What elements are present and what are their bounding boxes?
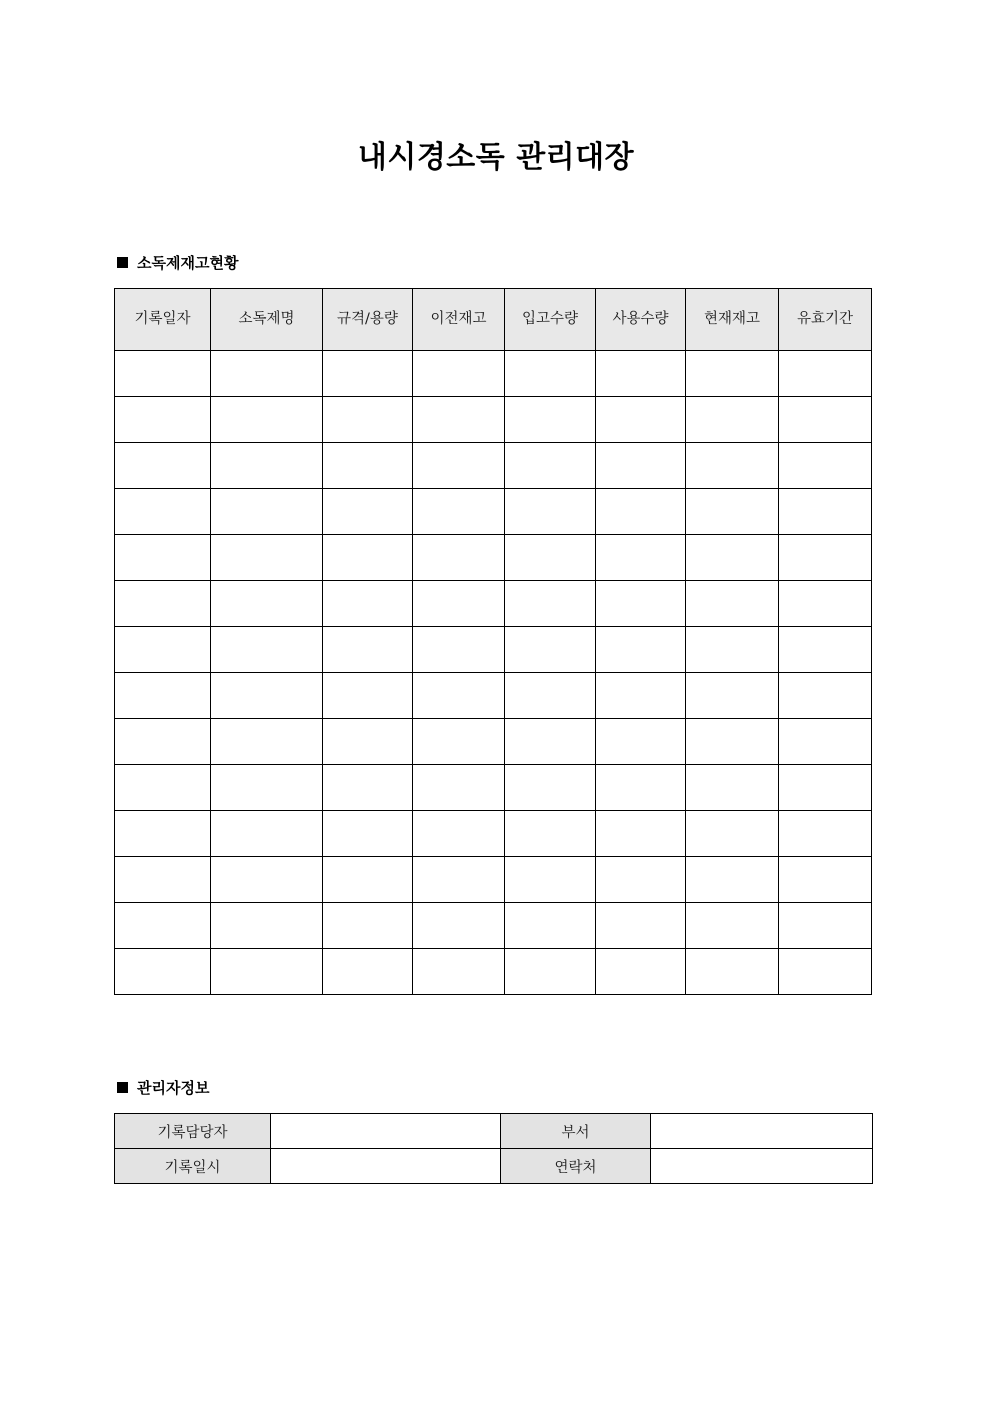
cell-previous-stock[interactable] [413,765,505,811]
cell-record-date[interactable] [115,443,211,489]
cell-disinfectant-name[interactable] [211,443,323,489]
cell-disinfectant-name[interactable] [211,719,323,765]
cell-previous-stock[interactable] [413,581,505,627]
cell-previous-stock[interactable] [413,719,505,765]
table-row [115,1149,873,1184]
section-heading-stock-label: 소독제재고현황 [137,254,239,272]
cell-current-stock[interactable] [686,765,779,811]
table-row [115,581,872,627]
cell-current-stock[interactable] [686,489,779,535]
cell-current-stock[interactable] [686,903,779,949]
cell-received-qty[interactable] [505,811,596,857]
cell-disinfectant-name[interactable] [211,903,323,949]
cell-used-qty[interactable] [596,903,686,949]
cell-used-qty[interactable] [596,719,686,765]
cell-expiry-date[interactable] [779,673,872,719]
cell-record-date[interactable] [115,489,211,535]
cell-disinfectant-name[interactable] [211,811,323,857]
cell-used-qty[interactable] [596,765,686,811]
cell-used-qty[interactable] [596,581,686,627]
cell-current-stock[interactable] [686,949,779,995]
table-header-row [115,289,872,351]
cell-used-qty[interactable] [596,949,686,995]
cell-previous-stock[interactable] [413,811,505,857]
cell-used-qty[interactable] [596,443,686,489]
disinfectant-stock-table [114,288,872,995]
cell-spec-volume[interactable] [323,581,413,627]
cell-previous-stock[interactable] [413,903,505,949]
cell-received-qty[interactable] [505,443,596,489]
table-row [115,443,872,489]
cell-expiry-date[interactable] [779,581,872,627]
column-header-received-qty: 입고수량 [505,289,596,351]
cell-expiry-date[interactable] [779,811,872,857]
cell-spec-volume[interactable] [323,535,413,581]
cell-disinfectant-name[interactable] [211,489,323,535]
cell-expiry-date[interactable] [779,627,872,673]
cell-spec-volume[interactable] [323,397,413,443]
column-header-current-stock: 현재재고 [686,289,779,351]
table-row [115,1114,873,1149]
cell-received-qty[interactable] [505,397,596,443]
cell-record-date[interactable] [115,857,211,903]
cell-record-date[interactable] [115,351,211,397]
cell-expiry-date[interactable] [779,949,872,995]
section-heading-admin-label: 관리자정보 [137,1079,210,1097]
filled-square-bullet-icon [117,1082,128,1093]
cell-received-qty[interactable] [505,949,596,995]
cell-current-stock[interactable] [686,535,779,581]
cell-disinfectant-name[interactable] [211,673,323,719]
field-label-department: 부서 [501,1114,651,1149]
cell-spec-volume[interactable] [323,443,413,489]
column-header-expiry-date: 유효기간 [779,289,872,351]
field-label-recorder: 기록담당자 [115,1114,271,1149]
cell-spec-volume[interactable] [323,351,413,397]
cell-spec-volume[interactable] [323,857,413,903]
cell-current-stock[interactable] [686,811,779,857]
column-header-used-qty: 사용수량 [596,289,686,351]
cell-spec-volume[interactable] [323,489,413,535]
cell-expiry-date[interactable] [779,351,872,397]
cell-used-qty[interactable] [596,489,686,535]
cell-received-qty[interactable] [505,581,596,627]
cell-record-date[interactable] [115,903,211,949]
cell-current-stock[interactable] [686,351,779,397]
cell-previous-stock[interactable] [413,397,505,443]
cell-record-date[interactable] [115,673,211,719]
table-row [115,397,872,443]
section-heading-admin [117,1077,209,1098]
cell-received-qty[interactable] [505,903,596,949]
cell-used-qty[interactable] [596,535,686,581]
cell-expiry-date[interactable] [779,903,872,949]
cell-disinfectant-name[interactable] [211,581,323,627]
cell-record-date[interactable] [115,535,211,581]
cell-expiry-date[interactable] [779,489,872,535]
cell-previous-stock[interactable] [413,535,505,581]
column-header-spec-volume: 규격/용량 [323,289,413,351]
page-title: 내시경소독 관리대장 [357,140,635,175]
cell-current-stock[interactable] [686,581,779,627]
cell-disinfectant-name[interactable] [211,351,323,397]
cell-used-qty[interactable] [596,857,686,903]
cell-spec-volume[interactable] [323,673,413,719]
field-label-record-datetime: 기록일시 [115,1149,271,1184]
cell-expiry-date[interactable] [779,397,872,443]
cell-disinfectant-name[interactable] [211,857,323,903]
cell-spec-volume[interactable] [323,627,413,673]
admin-table-body [115,1114,873,1184]
cell-record-date[interactable] [115,811,211,857]
cell-received-qty[interactable] [505,627,596,673]
section-heading-stock [117,252,238,273]
stock-table-header [115,289,872,351]
cell-previous-stock[interactable] [413,489,505,535]
cell-used-qty[interactable] [596,397,686,443]
cell-record-date[interactable] [115,949,211,995]
filled-square-bullet-icon [117,257,128,268]
column-header-previous-stock: 이전재고 [413,289,505,351]
cell-used-qty[interactable] [596,811,686,857]
cell-spec-volume[interactable] [323,949,413,995]
field-value-recorder[interactable] [271,1114,501,1149]
cell-received-qty[interactable] [505,673,596,719]
cell-expiry-date[interactable] [779,719,872,765]
cell-previous-stock[interactable] [413,949,505,995]
cell-record-date[interactable] [115,627,211,673]
table-row [115,719,872,765]
cell-received-qty[interactable] [505,719,596,765]
cell-current-stock[interactable] [686,443,779,489]
cell-expiry-date[interactable] [779,443,872,489]
cell-used-qty[interactable] [596,351,686,397]
cell-received-qty[interactable] [505,535,596,581]
cell-spec-volume[interactable] [323,811,413,857]
field-label-contact: 연락처 [501,1149,651,1184]
administrator-info-table [114,1113,873,1184]
cell-used-qty[interactable] [596,627,686,673]
cell-expiry-date[interactable] [779,535,872,581]
field-value-department[interactable] [651,1114,873,1149]
cell-disinfectant-name[interactable] [211,949,323,995]
cell-record-date[interactable] [115,765,211,811]
cell-previous-stock[interactable] [413,443,505,489]
cell-disinfectant-name[interactable] [211,535,323,581]
cell-record-date[interactable] [115,581,211,627]
table-row [115,489,872,535]
cell-used-qty[interactable] [596,673,686,719]
cell-spec-volume[interactable] [323,765,413,811]
table-row [115,857,872,903]
table-row [115,903,872,949]
table-row [115,535,872,581]
stock-table-body [115,351,872,995]
cell-disinfectant-name[interactable] [211,627,323,673]
column-header-disinfectant-name: 소독제명 [211,289,323,351]
cell-current-stock[interactable] [686,857,779,903]
field-value-contact[interactable] [651,1149,873,1184]
cell-previous-stock[interactable] [413,351,505,397]
cell-current-stock[interactable] [686,673,779,719]
cell-current-stock[interactable] [686,719,779,765]
table-row [115,765,872,811]
cell-previous-stock[interactable] [413,857,505,903]
cell-spec-volume[interactable] [323,719,413,765]
cell-received-qty[interactable] [505,351,596,397]
cell-record-date[interactable] [115,397,211,443]
cell-disinfectant-name[interactable] [211,765,323,811]
cell-received-qty[interactable] [505,489,596,535]
column-header-record-date: 기록일자 [115,289,211,351]
cell-expiry-date[interactable] [779,765,872,811]
cell-received-qty[interactable] [505,765,596,811]
table-row [115,351,872,397]
cell-received-qty[interactable] [505,857,596,903]
table-row [115,949,872,995]
cell-disinfectant-name[interactable] [211,397,323,443]
cell-current-stock[interactable] [686,397,779,443]
table-row [115,627,872,673]
table-row [115,811,872,857]
cell-spec-volume[interactable] [323,903,413,949]
cell-previous-stock[interactable] [413,673,505,719]
field-value-record-datetime[interactable] [271,1149,501,1184]
cell-expiry-date[interactable] [779,857,872,903]
table-row [115,673,872,719]
cell-current-stock[interactable] [686,627,779,673]
cell-record-date[interactable] [115,719,211,765]
cell-previous-stock[interactable] [413,627,505,673]
